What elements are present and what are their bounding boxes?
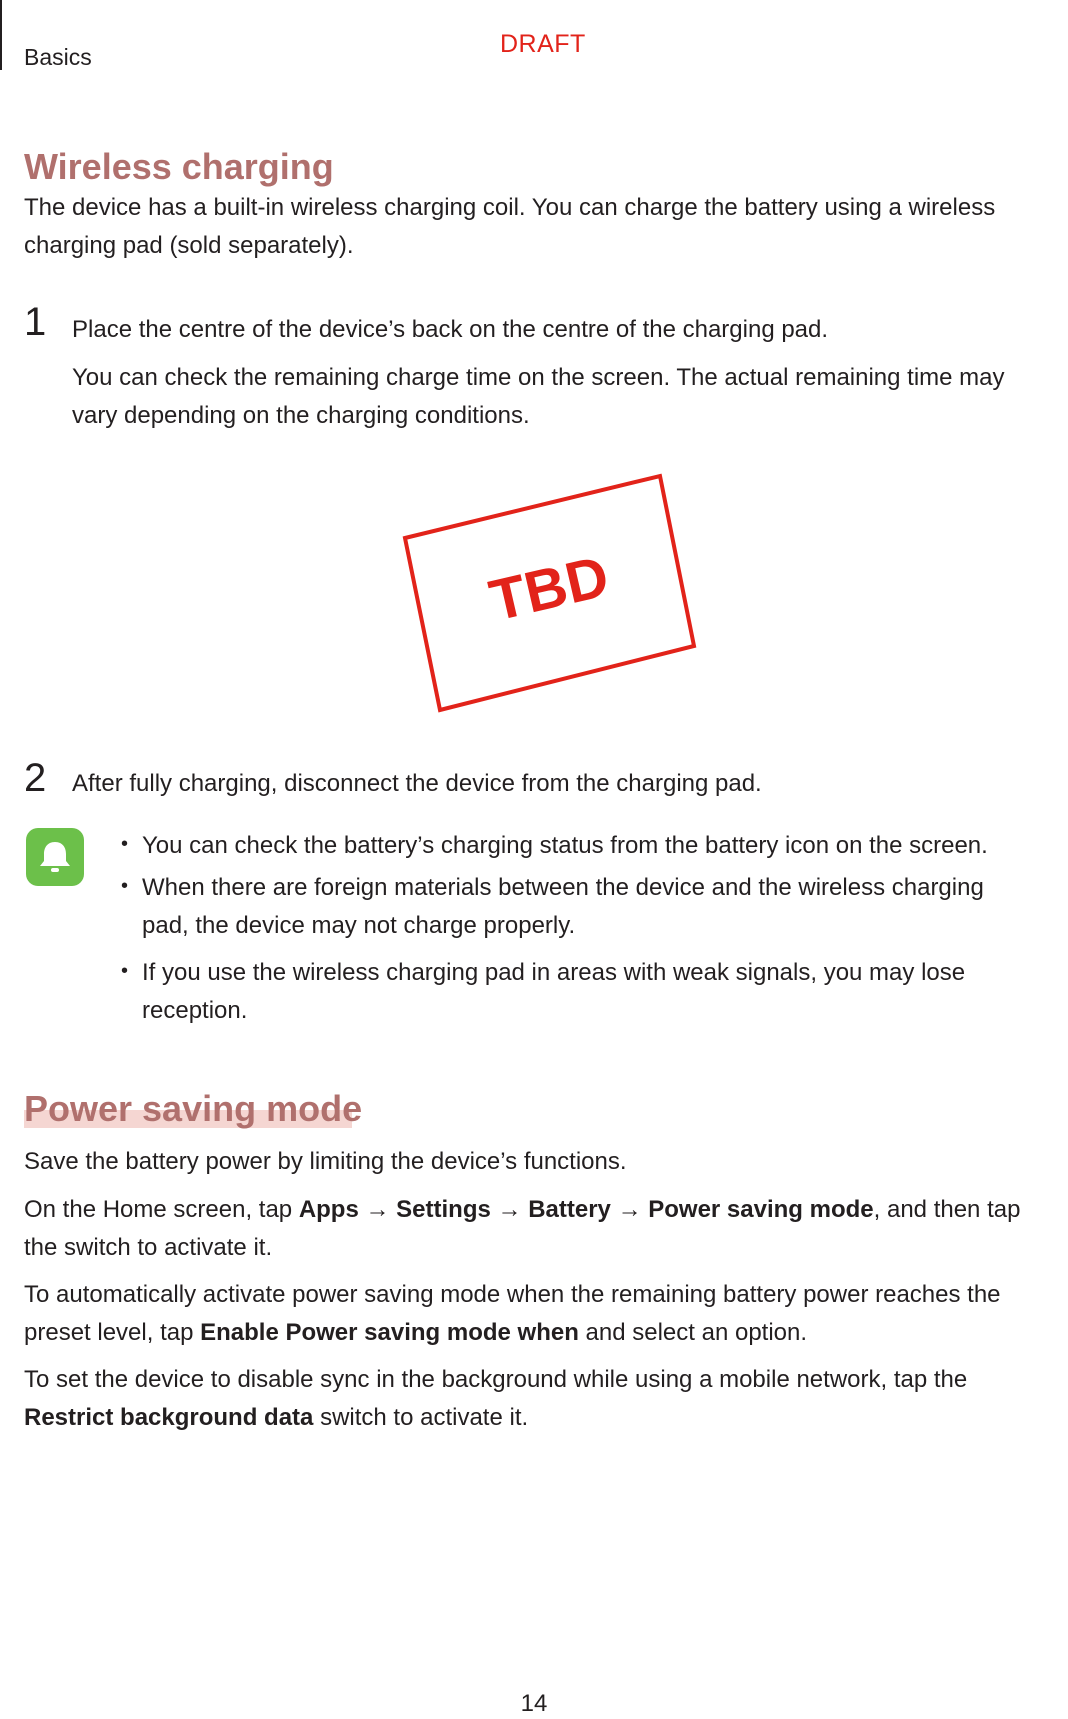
intro-line-1: The device has a built-in wireless charging coil. You can charge the battery using a wireless — [24, 194, 996, 221]
step-1-detail-line-1: You can check the remaining charge time on the screen. The actual remaining time may — [72, 364, 1005, 391]
note-2-line-2: pad, the device may not charge properly. — [142, 912, 576, 939]
page-number: 14 — [520, 1690, 548, 1717]
draft-watermark: DRAFT — [500, 30, 586, 58]
menu-power-saving-mode: Power saving mode — [648, 1196, 874, 1223]
step-2-text: After fully charging, disconnect the device from the charging pad. — [72, 770, 762, 797]
bullet-1: • — [121, 833, 129, 855]
bullet-3: • — [121, 960, 129, 982]
step-1-number: 1 — [24, 300, 47, 344]
auto-activate-line-1: To automatically activate power saving mode when the remaining battery power reaches the — [24, 1281, 1001, 1308]
note-3-line-2: reception. — [142, 997, 248, 1024]
step-1-detail-line-2: vary depending on the charging conditions. — [72, 402, 530, 429]
background-data-line-1: To set the device to disable sync in the background while using a mobile network, tap the — [24, 1366, 968, 1393]
step-1-text: Place the centre of the device’s back on the centre of the charging pad. — [72, 316, 829, 343]
bullet-2: • — [121, 875, 129, 897]
power-saving-steps-line-1: On the Home screen, tap Apps → Settings → Battery → Power saving mode, and then tap — [24, 1196, 1021, 1223]
step-2-number: 2 — [24, 756, 47, 800]
option-restrict-background-data: Restrict background data — [24, 1404, 314, 1431]
option-enable-power-saving: Enable Power saving mode when — [200, 1319, 579, 1346]
power-saving-intro: Save the battery power by limiting the device’s functions. — [24, 1148, 627, 1175]
note-2 — [142, 869, 1062, 945]
auto-activate-paragraph — [24, 1276, 1064, 1352]
menu-battery: Battery — [528, 1196, 611, 1223]
note-1: You can check the battery’s charging status from the battery icon on the screen. — [142, 832, 988, 859]
intro-line-2: charging pad (sold separately). — [24, 232, 354, 259]
note-3 — [142, 954, 1062, 1030]
note-3-line-1: If you use the wireless charging pad in areas with weak signals, you may lose — [142, 959, 966, 986]
note-bell-icon — [26, 828, 84, 886]
step-1-detail — [72, 359, 1062, 435]
note-2-line-1: When there are foreign materials between the device and the wireless charging — [142, 874, 984, 901]
section-title-power-saving-mode: Power saving mode — [24, 1088, 363, 1129]
menu-apps: Apps — [298, 1196, 359, 1223]
background-data-line-2: Restrict background data switch to activate it. — [24, 1404, 529, 1431]
auto-activate-line-2: preset level, tap Enable Power saving mode when and select an option. — [24, 1319, 808, 1346]
header-rule — [0, 0, 2, 70]
section-title-wireless-charging: Wireless charging — [24, 146, 334, 187]
menu-settings: Settings — [396, 1196, 491, 1223]
background-data-paragraph — [24, 1361, 1064, 1437]
power-saving-steps — [24, 1191, 1064, 1267]
intro-paragraph — [24, 189, 1064, 265]
tbd-stamp-text: TBD — [483, 543, 615, 634]
running-header: Basics — [24, 44, 92, 70]
power-saving-steps-line-2: the switch to activate it. — [24, 1234, 273, 1261]
tbd-placeholder-stamp — [395, 470, 705, 720]
